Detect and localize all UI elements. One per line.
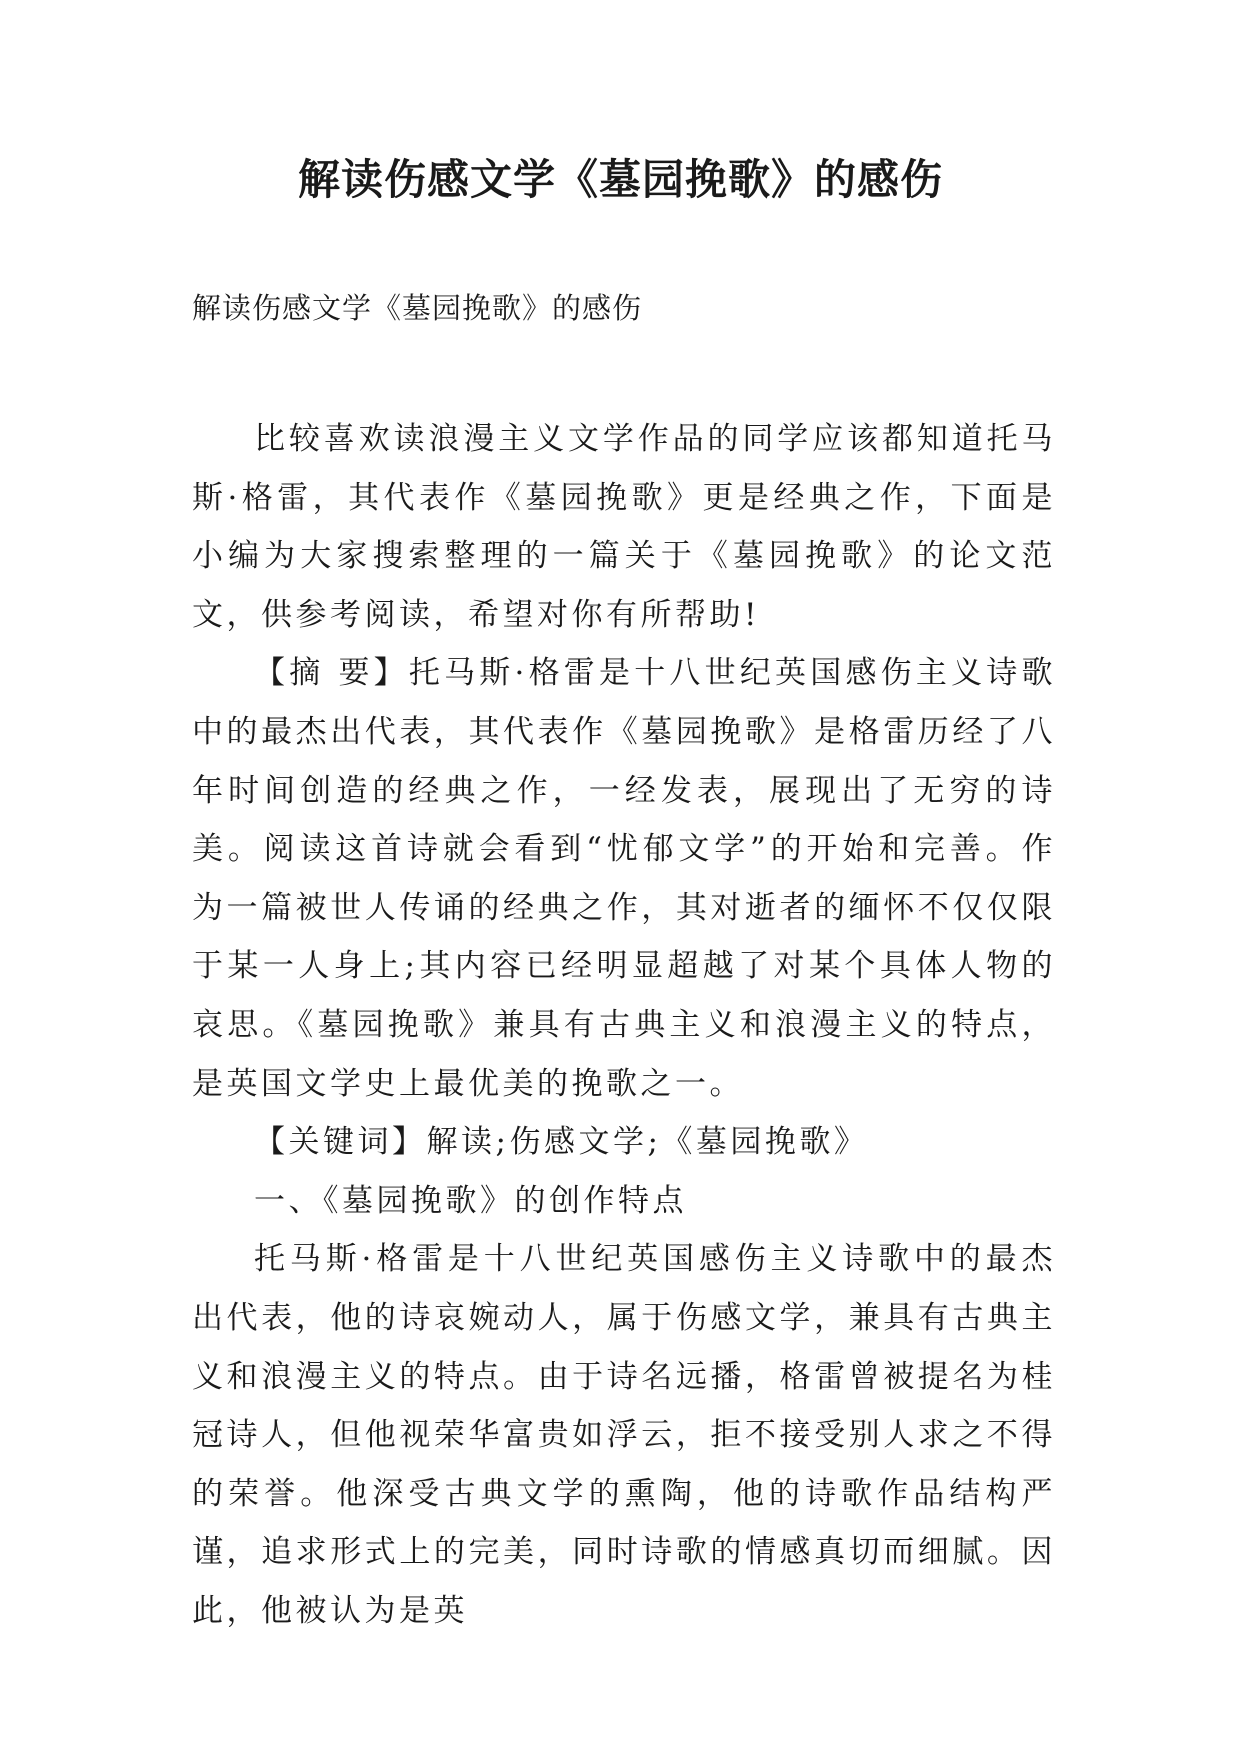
paragraph-abstract: 【摘 要】托马斯·格雷是十八世纪英国感伤主义诗歌中的最杰出代表，其代表作《墓园挽歌》是格雷历经了八年时间创造的经典之作，一经发表，展现出了无穷的诗美。阅读这首诗就会看到“忧郁文学”的开始和完善。作为一篇被世人传诵的经典之作，其对逝者的缅怀不仅仅限于某一人身上;其内容已经明显超越了对某个具体人物的哀思。《墓园挽歌》兼具有古典主义和浪漫主义的特点，是英国文学史上最优美的挽歌之一。 — [192, 655, 1056, 1102]
document-title: 解读伤感文学《墓园挽歌》的感伤 — [297, 155, 943, 204]
paragraph-keywords: 【关键词】解读;伤感文学;《墓园挽歌》 — [254, 1124, 869, 1161]
document-body — [192, 410, 1056, 1640]
paragraph-intro: 比较喜欢读浪漫主义文学作品的同学应该都知道托马斯·格雷，其代表作《墓园挽歌》更是经典之作，下面是小编为大家搜索整理的一篇关于《墓园挽歌》的论文范文，供参考阅读，希望对你有所帮助! — [192, 421, 1056, 633]
paragraph-section-body: 托马斯·格雷是十八世纪英国感伤主义诗歌中的最杰出代表，他的诗哀婉动人，属于伤感文学，兼具有古典主义和浪漫主义的特点。由于诗名远播，格雷曾被提名为桂冠诗人，但他视荣华富贵如浮云，拒不接受别人求之不得的荣誉。他深受古典文学的熏陶，他的诗歌作品结构严谨，追求形式上的完美，同时诗歌的情感真切而细腻。因此，他被认为是英 — [192, 1241, 1056, 1629]
document-subtitle: 解读伤感文学《墓园挽歌》的感伤 — [192, 291, 643, 325]
section-heading: 一、《墓园挽歌》的创作特点 — [254, 1182, 687, 1219]
